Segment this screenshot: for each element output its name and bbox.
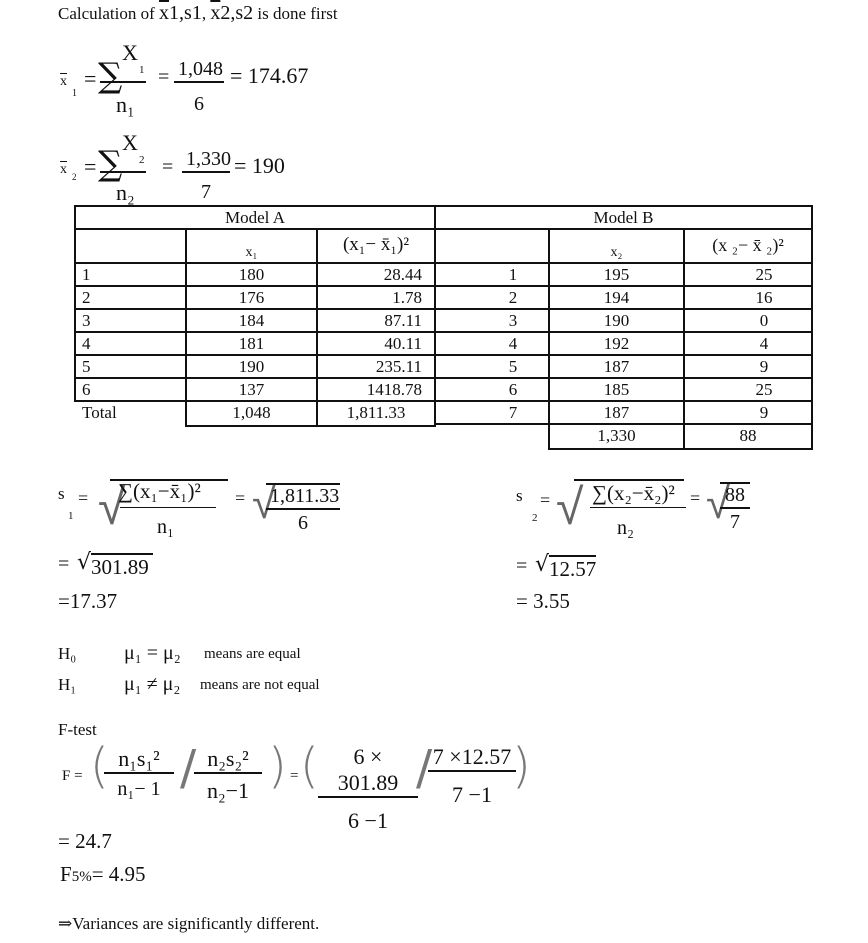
ftest-value2-den: 7 −1 [452, 782, 492, 807]
sd1-fraction-bar [120, 507, 216, 508]
table-row-b6-x: 185 [548, 377, 685, 402]
table-row-b7-x: 187 [548, 400, 685, 425]
table-row-b1-x: 195 [548, 262, 685, 287]
mean1-num-value: 1,048 [174, 58, 224, 83]
table-row-a4-dev: 40.11 [316, 331, 436, 356]
sd2-fraction-bar [590, 507, 686, 508]
sd2-value-fraction [720, 482, 750, 534]
table-row-b1-dev: 25 [683, 262, 813, 287]
table-row-a2-idx: 2 [74, 285, 187, 310]
xbar1-sub: 1 [169, 2, 180, 24]
table-row-b1-idx: 1 [434, 262, 550, 287]
h0-expression: μ₁ = μ₂ [124, 642, 181, 664]
xbar2-sub: 2 [220, 2, 231, 24]
mean1-eq2: = [158, 66, 170, 88]
table-row-b4-idx: 4 [434, 331, 550, 356]
table-row-b7-idx: 7 [434, 400, 550, 425]
model-a-x-header: x₁ [185, 228, 318, 264]
model-b-total-dev: 88 [683, 423, 813, 450]
sd2-result: = 3.55 [516, 589, 570, 613]
table-row-a6-dev: 1418.78 [316, 377, 436, 402]
table-row-a3-x: 184 [185, 308, 318, 333]
sd1-den-value: 6 [298, 512, 308, 534]
sigma-icon: ∑ [98, 144, 123, 184]
sigma-icon: ∑ [98, 56, 123, 96]
ftest-result: = 24.7 [58, 829, 112, 853]
mean1-eq: = [84, 66, 97, 91]
h1-label: H₁ [58, 675, 77, 694]
ftest-title: F-test [58, 720, 97, 739]
s1-symbol: ,s [179, 2, 192, 24]
mean2-eq: = [84, 154, 97, 179]
model-a-total-label: Total [82, 403, 117, 422]
model-a-total-x: 1,048 [185, 400, 318, 427]
sd2-den: n₂ [617, 517, 634, 539]
intro-text: Calculation of [58, 4, 160, 23]
left-paren-icon: ( [90, 738, 109, 794]
model-b-total-x: 1,330 [548, 423, 685, 450]
xbar1-symbol: $\overline{x}$ [159, 2, 170, 24]
intro-line [58, 2, 338, 25]
table-row-b4-dev: 4 [683, 331, 813, 356]
sd2-num-value: 88 [720, 482, 750, 509]
sd1-result: =17.37 [58, 589, 118, 613]
table-row-a1-idx: 1 [74, 262, 187, 287]
critical-value [60, 862, 146, 887]
table-row-b2-idx: 2 [434, 285, 550, 310]
table-row-a2-dev: 1.78 [316, 285, 436, 310]
table-row-b6-idx: 6 [434, 377, 550, 402]
sd1-lhs-sub: 1 [68, 510, 74, 522]
table-row-b5-x: 187 [548, 354, 685, 379]
sd1-value-fraction [266, 483, 340, 535]
sd1-step-eq: = [58, 553, 70, 575]
model-a-title: Model A [74, 205, 436, 230]
right-paren-icon: ) [512, 738, 531, 794]
conclusion [58, 914, 319, 934]
sd1-lhs: s [58, 484, 65, 503]
model-b-idx-header [434, 228, 550, 264]
sqrt-icon: √ [98, 478, 126, 536]
sd1-eq: = [78, 488, 89, 508]
ftest-term2-den: n₂−1 [206, 778, 250, 803]
divide-slash-icon: / [180, 740, 197, 796]
table-row-a1-dev: 28.44 [316, 262, 436, 287]
intro-suffix: is done first [253, 4, 338, 23]
h1-text: means are not equal [200, 677, 320, 693]
table-row-b2-dev: 16 [683, 285, 813, 310]
mean2-eq2: = [162, 156, 174, 178]
sd1-eq2: = [235, 488, 246, 508]
sd1-num-value: 1,811.33 [266, 483, 340, 510]
sd2-lhs-sub: 2 [532, 512, 538, 524]
table-row-b6-dev: 25 [683, 377, 813, 402]
model-b-x-header: x₂ [548, 228, 685, 264]
s2-sub: 2 [243, 2, 254, 24]
ftest-term2-num: n₂s₂² [194, 746, 262, 774]
divide-slash-icon: / [416, 740, 433, 796]
mean1-lhs-sub: 1 [72, 88, 77, 99]
mean1-result: = 174.67 [230, 63, 309, 88]
s1-sub: 1 [191, 2, 202, 24]
mean1-X: X [122, 40, 138, 65]
sd2-num: ∑(x₂−x̄₂)² [592, 481, 675, 505]
mean1-den: n₁ [116, 92, 135, 117]
table-row-b7-dev: 9 [683, 400, 813, 425]
critical-number: = 4.95 [91, 862, 146, 886]
critical-label: F [60, 862, 72, 886]
table-row-a4-x: 181 [185, 331, 318, 356]
mean1-value-fraction [174, 58, 224, 116]
mean2-den: n₂ [116, 180, 135, 205]
table-row-b3-dev: 0 [683, 308, 813, 333]
table-row-a3-idx: 3 [74, 308, 187, 333]
mean2-lhs-sub: 2 [72, 172, 77, 182]
table-row-a3-dev: 87.11 [316, 308, 436, 333]
table-row-a4-idx: 4 [74, 331, 187, 356]
mean1-lhs: $\overline{x}$ [60, 74, 67, 89]
mean1-fraction-bar [100, 81, 146, 83]
ftest-term1 [104, 746, 174, 801]
sd2-den-value: 7 [730, 511, 740, 533]
mean1-X-sub: 1 [139, 64, 145, 76]
table-row-a2-x: 176 [185, 285, 318, 310]
table-row-b3-x: 190 [548, 308, 685, 333]
conclusion-text: Variances are significantly different. [72, 914, 320, 933]
table-row-b2-x: 194 [548, 285, 685, 310]
sd2-eq2: = [690, 488, 701, 508]
table-row-b4-x: 192 [548, 331, 685, 356]
critical-sub: 5% [71, 869, 92, 885]
ftest-value2 [428, 744, 516, 808]
sd2-eq: = [540, 490, 551, 510]
sd2-step-value: 12.57 [549, 557, 597, 581]
sd1-num: ∑(x₁−x̄₁)² [118, 479, 201, 503]
sd1-den: n₁ [157, 516, 174, 538]
intro-comma: , [201, 4, 211, 23]
right-paren-icon: ) [268, 738, 287, 794]
mean2-lhs: $\overline{x}$ [60, 162, 67, 177]
h0-label: H₀ [58, 644, 77, 663]
table-row-a5-idx: 5 [74, 354, 187, 379]
h0-text: means are equal [204, 646, 301, 662]
ftest-lhs: F = [62, 768, 83, 784]
ftest-eq2: = [290, 768, 299, 784]
ftest-term2 [194, 746, 262, 804]
sd1-step-value: 301.89 [91, 553, 153, 580]
mean2-value-fraction [182, 148, 230, 204]
implies-arrow-icon: ⇒ [58, 914, 73, 933]
mean1-den-value: 6 [194, 93, 204, 115]
table-row-a1-x: 180 [185, 262, 318, 287]
h1-expression: μ₁ ≠ μ₂ [124, 673, 181, 695]
table-row-b5-idx: 5 [434, 354, 550, 379]
ftest-value1-num: 6 × 301.89 [318, 744, 418, 798]
mean2-fraction-bar [100, 171, 146, 173]
mean2-X-sub: 2 [139, 154, 145, 166]
sqrt-icon: √ [252, 478, 277, 529]
table-row-b3-idx: 3 [434, 308, 550, 333]
sqrt-icon: √ [535, 552, 550, 577]
s2-symbol: ,s [230, 2, 244, 24]
model-a-total-dev: 1,811.33 [316, 400, 436, 427]
xbar2-symbol: $\overline{x}$ [210, 2, 221, 24]
mean2-X: X [122, 130, 138, 155]
table-row-a5-dev: 235.11 [316, 354, 436, 379]
table-row-a6-idx: 6 [74, 377, 187, 402]
table-row-a6-x: 137 [185, 377, 318, 402]
left-paren-icon: ( [300, 738, 319, 794]
model-b-title: Model B [434, 205, 813, 230]
sd2-lhs: s [516, 486, 523, 505]
mean2-num-value: 1,330 [182, 148, 230, 173]
ftest-term1-den: n₁− 1 [117, 778, 161, 800]
sqrt-icon: √ [556, 478, 584, 536]
sd2-step-eq: = [516, 555, 528, 577]
ftest-value1 [318, 744, 418, 834]
table-row-a5-x: 190 [185, 354, 318, 379]
model-a-idx-header [74, 228, 187, 264]
model-b-dev-header: (x ₂− x̄ ₂)² [683, 228, 813, 264]
model-a-dev-header: (x₁− x̄₁)² [316, 228, 436, 264]
mean2-result: = 190 [234, 153, 285, 178]
ftest-value1-den: 6 −1 [348, 808, 388, 833]
table-row-b5-dev: 9 [683, 354, 813, 379]
sqrt-icon: √ [706, 478, 731, 529]
sqrt-icon: √ [77, 550, 92, 575]
mean2-den-value: 7 [201, 181, 211, 203]
ftest-value2-num: 7 ×12.57 [428, 744, 516, 772]
ftest-term1-num: n₁s₁² [104, 746, 174, 774]
